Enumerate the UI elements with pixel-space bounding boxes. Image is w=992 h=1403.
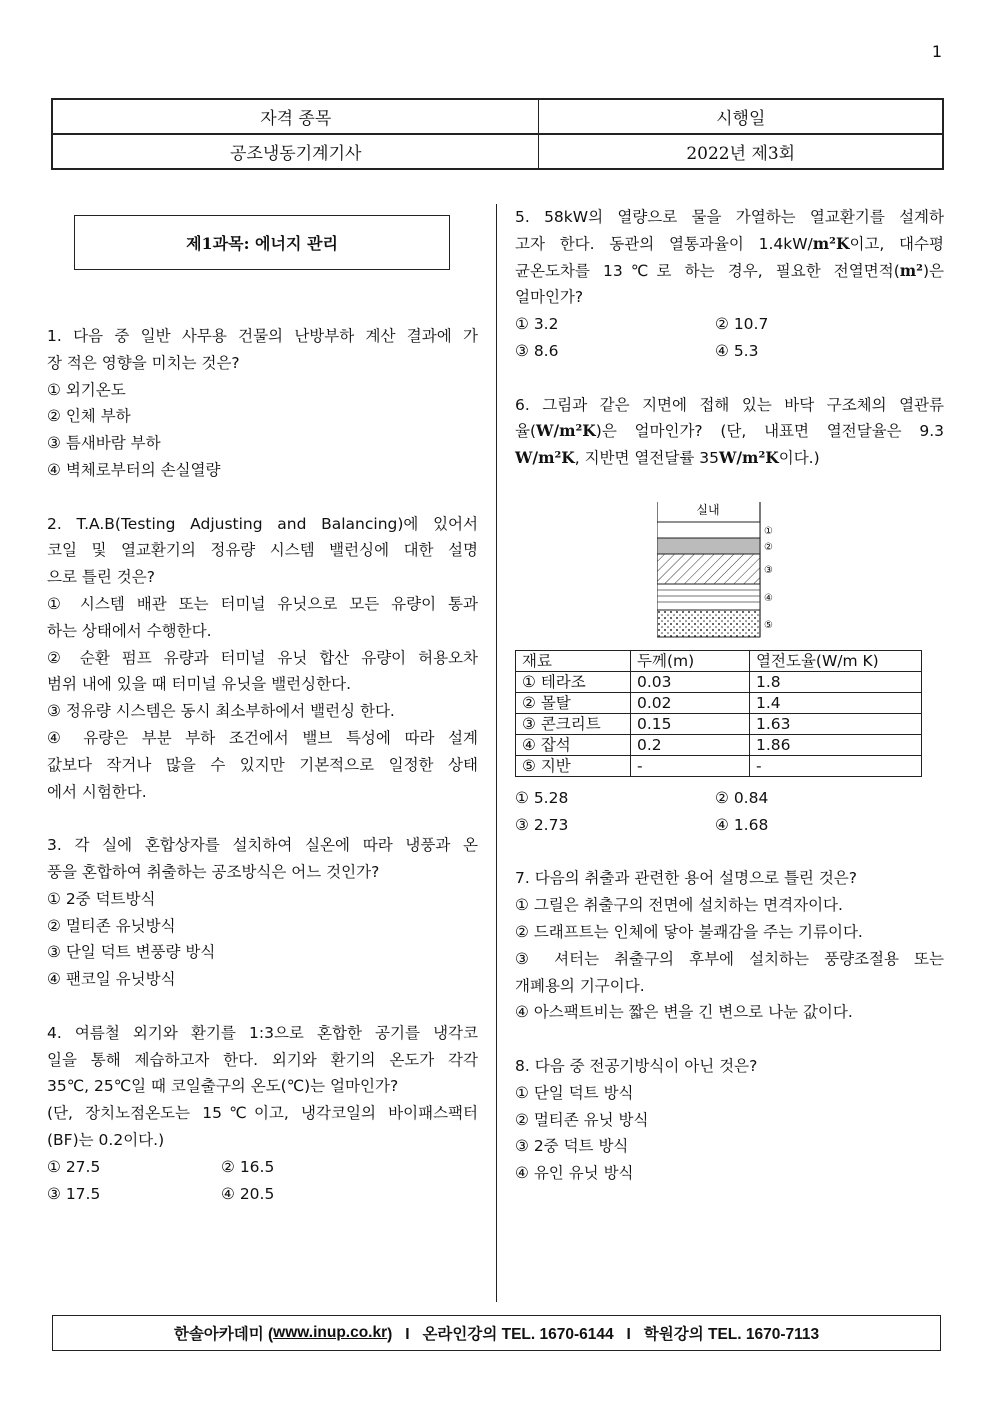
- option: ① 그릴은 취출구의 전면에 설치하는 면격자이다.: [515, 896, 843, 915]
- table-cell: -: [750, 756, 922, 777]
- option: ① 2중 덕트방식: [47, 889, 156, 908]
- layer-label: ①: [764, 526, 773, 537]
- subject-title: 제1과목: 에너지 관리: [74, 215, 450, 270]
- table-row: [516, 756, 922, 777]
- question-6-text: [515, 392, 944, 472]
- table-row: [516, 714, 922, 735]
- option: ③ 2중 덕트 방식: [515, 1137, 629, 1156]
- option: ② 인체 부하: [47, 407, 131, 426]
- table-cell: 1.4: [750, 693, 922, 714]
- question-text: (단, 장치노점온도는 15℃이고, 냉각코일의 바이패스팩터: [47, 1104, 478, 1123]
- unit: m²: [899, 260, 923, 280]
- question-text: 35℃, 25℃일 때 코일출구의 온도(℃)는 얼마인가?: [47, 1077, 399, 1096]
- footer: [52, 1315, 941, 1351]
- option: ④ 5.3: [715, 341, 759, 360]
- question-6-options: [515, 785, 944, 839]
- question-text: 1. 다음 중 일반 사무용 건물의 난방부하 계산 결과에 가: [47, 327, 478, 345]
- question-7: [515, 865, 944, 1026]
- column-divider: [496, 204, 497, 1302]
- option: 값보다 작거나 많을 수 있지만 기본적으로 일정한 상태: [47, 755, 478, 774]
- option: ① 27.5: [47, 1157, 101, 1176]
- right-column-bottom: [515, 785, 944, 1187]
- unit: W/m²K: [536, 421, 596, 441]
- layer-label: ②: [764, 542, 773, 553]
- option: ③ 단일 덕트 변풍량 방식: [47, 943, 216, 962]
- question-text: 으로 틀린 것은?: [47, 568, 155, 587]
- option: ① 5.28: [515, 789, 569, 807]
- question-text: (BF)는 0.2이다.): [47, 1130, 165, 1149]
- question-text: W/m²K, 지반면 열전달률 35W/m²K이다.): [515, 448, 820, 468]
- question-3: [47, 832, 478, 993]
- table-row: [516, 735, 922, 756]
- table-cell: ③ 콘크리트: [516, 714, 631, 735]
- option: ② 0.84: [715, 789, 769, 807]
- option: ② 16.5: [221, 1157, 275, 1176]
- table-header: 두께(m): [631, 651, 750, 672]
- question-5: [515, 204, 944, 365]
- material-table: [515, 650, 922, 777]
- unit: W/m²K: [515, 448, 575, 468]
- layer-label: ⑤: [764, 620, 773, 631]
- option: ③ 17.5: [47, 1184, 101, 1203]
- option: ④ 아스팩트비는 짧은 변을 긴 변으로 나눈 값이다.: [515, 1003, 853, 1022]
- table-header: 재료: [516, 651, 631, 672]
- question-text: 2. T.A.B(Testing Adjusting and Balancing)에 있어서: [47, 514, 478, 533]
- table-cell: -: [631, 756, 750, 777]
- question-4: [47, 1020, 478, 1208]
- option: ① 시스템 배관 또는 터미널 유닛으로 모든 유량이 통과: [47, 594, 478, 613]
- layer-label: ③: [764, 565, 773, 576]
- question-8: [515, 1053, 944, 1187]
- option: ③ 틈새바람 부하: [47, 434, 161, 453]
- table-header: 열전도율(W/m K): [750, 651, 922, 672]
- table-cell: 1.86: [750, 735, 922, 756]
- header-date-label: 시행일: [539, 99, 943, 134]
- table-cell: ② 몰탈: [516, 693, 631, 714]
- question-text: 5. 58kW의 열량으로 물을 가열하는 열교환기를 설계하: [515, 208, 944, 226]
- option: ① 외기온도: [47, 380, 126, 399]
- option: ③ 정유량 시스템은 동시 최소부하에서 밸런싱 한다.: [47, 702, 395, 721]
- floor-layers-figure: [657, 502, 787, 640]
- question-text: 코일 및 열교환기의 정유량 시스템 밸런싱에 대한 설명: [47, 541, 478, 560]
- option: ④ 유량은 부분 부하 조건에서 밸브 특성에 따라 설계: [47, 728, 478, 747]
- floor-structure-diagram: [657, 502, 773, 644]
- table-cell: 1.8: [750, 672, 922, 693]
- option: ④ 1.68: [715, 815, 769, 834]
- option: ② 드래프트는 인체에 닿아 불쾌감을 주는 기류이다.: [515, 922, 863, 941]
- option: ④ 20.5: [221, 1184, 275, 1203]
- table-cell: 0.02: [631, 693, 750, 714]
- question-2: [47, 511, 478, 806]
- footer-contact: ) I 온라인강의 TEL. 1670-6144 I 학원강의 TEL. 1670-7113: [387, 1326, 820, 1343]
- footer-academy: 한솔아카데미 (: [173, 1326, 274, 1343]
- table-cell: 0.2: [631, 735, 750, 756]
- left-column: [47, 323, 478, 1234]
- table-row: [516, 672, 922, 693]
- option: ④ 벽체로부터의 손실열량: [47, 460, 221, 479]
- option: 하는 상태에서 수행한다.: [47, 621, 212, 640]
- question-text: 3. 각 실에 혼합상자를 설치하여 실온에 따라 냉풍과 온: [47, 836, 478, 855]
- question-text: 8. 다음 중 전공기방식이 아닌 것은?: [515, 1056, 758, 1075]
- option: ② 멀티존 유닛 방식: [515, 1110, 649, 1129]
- right-column-top: [515, 204, 944, 472]
- header-qualification-value: 공조냉동기계기사: [52, 134, 539, 169]
- footer-url-link[interactable]: www.inup.co.kr: [273, 1324, 388, 1341]
- header-date-value: 2022년 제3회: [539, 134, 943, 169]
- exam-header-table: [51, 98, 944, 170]
- option: 범위 내에 있을 때 터미널 유닛을 밸런싱한다.: [47, 675, 352, 694]
- question-text: 풍을 혼합하여 취출하는 공조방식은 어느 것인가?: [47, 862, 380, 881]
- option: ③ 8.6: [515, 341, 559, 360]
- option: ② 순환 펌프 유량과 터미널 유닛 합산 유량이 허용오차: [47, 648, 478, 667]
- option: ② 10.7: [715, 315, 769, 334]
- table-row: [516, 693, 922, 714]
- table-cell: ① 테라조: [516, 672, 631, 693]
- table-cell: 1.63: [750, 714, 922, 735]
- table-cell: ⑤ 지반: [516, 756, 631, 777]
- question-text: 6. 그림과 같은 지면에 접해 있는 바닥 구조체의 열관류: [515, 395, 944, 414]
- question-text: 4. 여름철 외기와 환기를 1:3으로 혼합한 공기를 냉각코: [47, 1023, 478, 1042]
- option: ④ 유인 유닛 방식: [515, 1164, 634, 1183]
- question-1: [47, 323, 478, 484]
- question-text: 일을 통해 제습하고자 한다. 외기와 환기의 온도가 각각: [47, 1050, 478, 1069]
- option: 에서 시험한다.: [47, 782, 147, 801]
- option: ① 단일 덕트 방식: [515, 1083, 634, 1102]
- option: ④ 팬코일 유닛방식: [47, 970, 176, 989]
- diagram-top-label: 실내: [696, 503, 720, 517]
- table-cell: ④ 잡석: [516, 735, 631, 756]
- option: 개폐용의 기구이다.: [515, 976, 645, 995]
- option: ③ 2.73: [515, 815, 569, 834]
- option: ③ 셔터는 취출구의 후부에 설치하는 풍량조절용 또는: [515, 949, 944, 968]
- question-text: 율(W/m²K)은 얼마인가? (단, 내표면 열전달율은 9.3: [515, 421, 944, 441]
- unit: m²K: [812, 233, 850, 253]
- unit: W/m²K: [718, 448, 779, 468]
- option: ② 멀티존 유닛방식: [47, 916, 176, 935]
- page-number: 1: [931, 42, 942, 61]
- layer-label: ④: [764, 593, 773, 604]
- option: ① 3.2: [515, 315, 559, 334]
- table-header-row: [516, 651, 922, 672]
- question-text: 균온도차를 13℃로 하는 경우, 필요한 전열면적(m²)은: [515, 260, 944, 280]
- table-cell: 0.03: [631, 672, 750, 693]
- question-text: 얼마인가?: [515, 288, 584, 307]
- question-text: 장 적은 영향을 미치는 것은?: [47, 353, 240, 372]
- table-cell: 0.15: [631, 714, 750, 735]
- question-text: 고자 한다. 동관의 열통과율이 1.4kW/m²K이고, 대수평: [515, 233, 944, 253]
- question-text: 7. 다음의 취출과 관련한 용어 설명으로 틀린 것은?: [515, 869, 857, 888]
- header-qualification-label: 자격 종목: [52, 99, 539, 134]
